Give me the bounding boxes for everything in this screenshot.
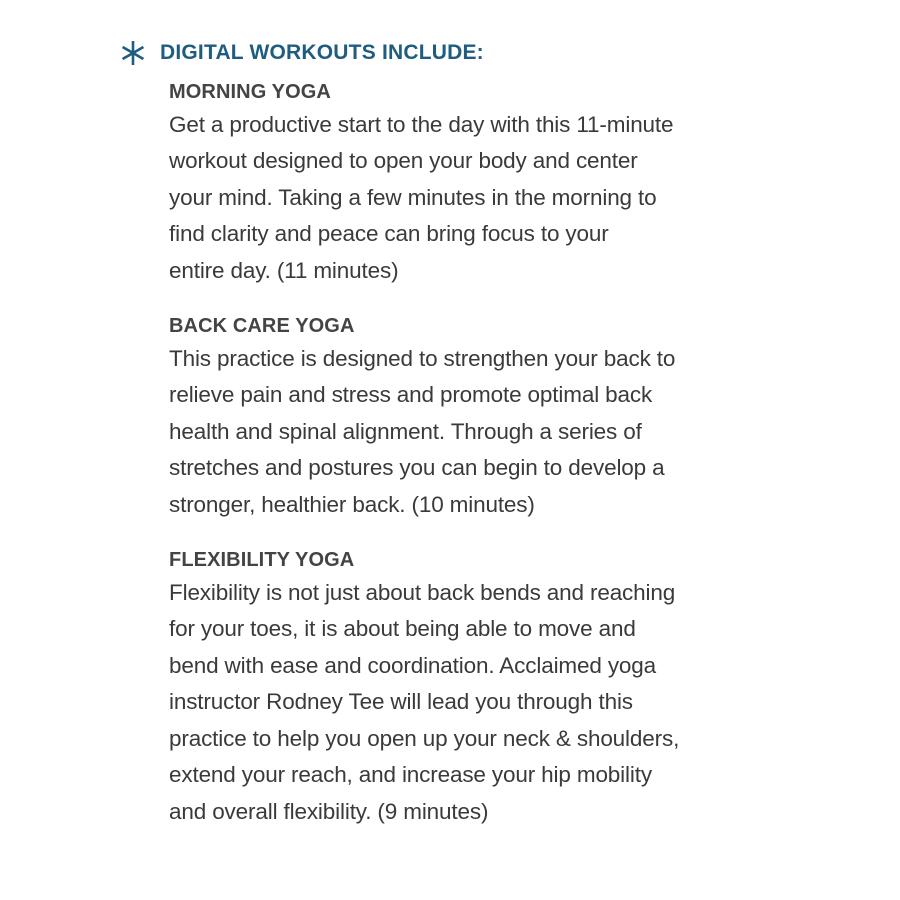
asterisk-icon — [120, 40, 146, 66]
description-line: for your toes, it is about being able to move and — [169, 616, 636, 642]
description-line: and overall flexibility. (9 minutes) — [169, 798, 489, 824]
description-line: find clarity and peace can bring focus to your — [169, 221, 609, 247]
header-title: DIGITAL WORKOUTS INCLUDE: — [160, 41, 484, 64]
description-line: practice to help you open up your neck & shoulders, — [169, 725, 680, 751]
description-line: instructor Rodney Tee will lead you through this — [169, 689, 633, 715]
description-line: bend with ease and coordination. Acclaimed yoga — [169, 652, 657, 678]
workout-back-care-yoga — [169, 312, 809, 523]
description-line: Flexibility is not just about back bends and reaching — [169, 580, 676, 606]
workout-title: FLEXIBILITY YOGA — [169, 549, 355, 572]
description-line: relieve pain and stress and promote optimal back — [169, 382, 653, 408]
description-line: workout designed to open your body and center — [169, 148, 638, 174]
description-line: your mind. Taking a few minutes in the morning to — [169, 184, 657, 210]
description-line: health and spinal alignment. Through a series of — [169, 418, 642, 444]
description-line: Get a productive start to the day with this 11-minute — [169, 112, 674, 137]
workout-title: MORNING YOGA — [169, 81, 331, 103]
description-line: entire day. (11 minutes) — [169, 257, 399, 283]
workout-description — [169, 341, 809, 523]
workout-morning-yoga — [169, 78, 809, 289]
header — [120, 38, 484, 68]
workout-flexibility-yoga — [169, 546, 809, 830]
workout-description — [169, 107, 809, 289]
description-line: stretches and postures you can begin to develop a — [169, 455, 665, 481]
workout-list — [169, 78, 809, 830]
description-line: stronger, healthier back. (10 minutes) — [169, 491, 535, 517]
workout-description — [169, 575, 809, 830]
description-line: extend your reach, and increase your hip mobility — [169, 762, 652, 788]
description-line: This practice is designed to strengthen your back to — [169, 346, 676, 372]
workout-title: BACK CARE YOGA — [169, 315, 355, 338]
